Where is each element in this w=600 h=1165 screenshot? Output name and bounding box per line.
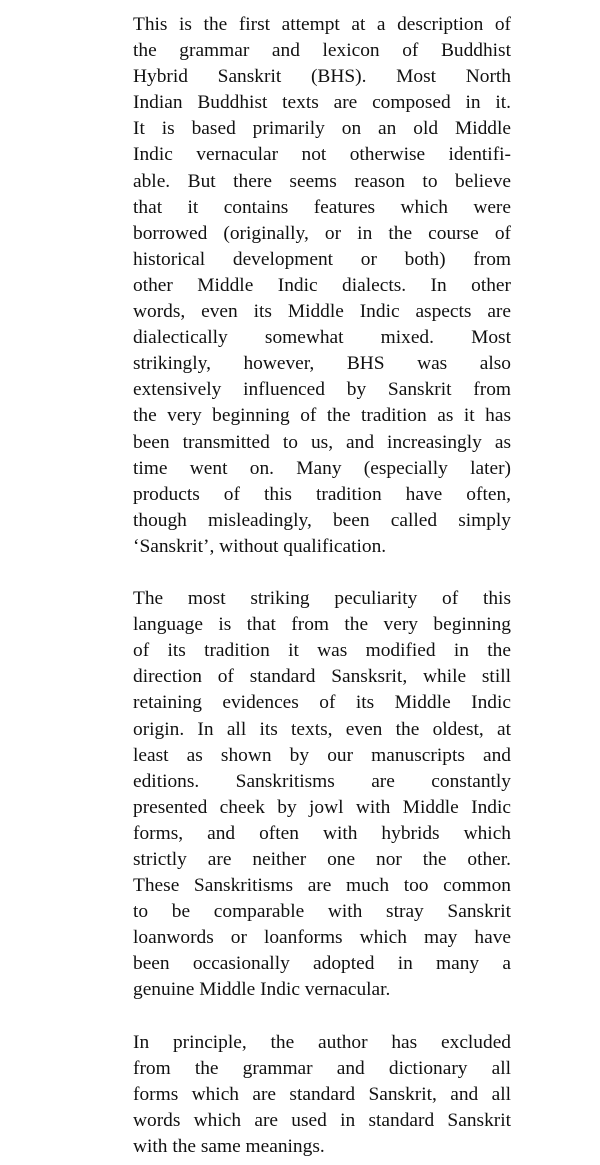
text-line: strikingly, however, BHS was also — [133, 353, 511, 375]
text-line: forms, and often with hybrids which — [133, 822, 511, 844]
text-line: presented cheek by jowl with Middle Indic — [133, 796, 511, 818]
text-line: of its tradition it was modified in the — [133, 640, 511, 662]
text-line: that it contains features which were — [133, 196, 511, 218]
text-line: strictly are neither one nor the other. — [133, 849, 511, 870]
paragraph-spacer — [133, 560, 511, 586]
text-line: language is that from the very beginning — [133, 614, 511, 636]
text-line: This is the first attempt at a description of — [133, 14, 511, 35]
text-line: dialectically somewhat mixed. Most — [133, 327, 511, 349]
text-line: with the same meanings. — [133, 1136, 325, 1158]
paragraph-spacer — [133, 1004, 511, 1030]
text-line: origin. In all its texts, even the oldest, at — [133, 718, 511, 740]
text-line: It is based primarily on an old Middle — [133, 118, 511, 140]
text-line: though misleadingly, been called simply — [133, 509, 511, 531]
text-line: the very beginning of the tradition as it has — [133, 405, 511, 427]
document-page — [133, 12, 511, 1160]
text-line: In principle, the author has excluded — [133, 1031, 511, 1053]
text-line: other Middle Indic dialects. In other — [133, 274, 511, 296]
text-line: Indic vernacular not otherwise identifi- — [133, 144, 511, 166]
text-line: to be comparable with stray Sanskrit — [133, 901, 511, 923]
text-line: historical development or both) from — [133, 248, 511, 270]
text-line: products of this tradition have often, — [133, 483, 511, 505]
text-line: editions. Sanskritisms are constantly — [133, 770, 511, 792]
text-line: from the grammar and dictionary all — [133, 1057, 511, 1079]
text-line: forms which are standard Sanskrit, and all — [133, 1083, 511, 1105]
text-line: direction of standard Sansksrit, while still — [133, 666, 511, 688]
text-line: genuine Middle Indic vernacular. — [133, 979, 391, 1001]
paragraph-peculiarity — [133, 586, 511, 1004]
text-line: extensively influenced by Sanskrit from — [133, 379, 511, 401]
text-line: The most striking peculiarity of this — [133, 588, 511, 610]
text-line: able. But there seems reason to believe — [133, 170, 511, 192]
paragraph-principle — [133, 1030, 511, 1160]
text-line: been transmitted to us, and increasingly as — [133, 431, 511, 453]
text-line: borrowed (originally, or in the course of — [133, 222, 511, 244]
text-line: Hybrid Sanskrit (BHS). Most North — [133, 66, 511, 88]
text-line: the grammar and lexicon of Buddhist — [133, 40, 511, 62]
text-line: been occasionally adopted in many a — [133, 953, 511, 975]
text-line: time went on. Many (especially later) — [133, 457, 511, 479]
text-line: words which are used in standard Sanskrit — [133, 1109, 511, 1131]
text-line: retaining evidences of its Middle Indic — [133, 692, 511, 714]
text-line: These Sanskritisms are much too common — [133, 875, 511, 897]
paragraph-intro — [133, 12, 511, 560]
text-line: loanwords or loanforms which may have — [133, 927, 511, 949]
text-line: ‘Sanskrit’, without qualification. — [133, 535, 387, 557]
text-line: Indian Buddhist texts are composed in it. — [133, 92, 511, 114]
text-line: least as shown by our manuscripts and — [133, 744, 511, 766]
text-line: words, even its Middle Indic aspects are — [133, 301, 511, 323]
